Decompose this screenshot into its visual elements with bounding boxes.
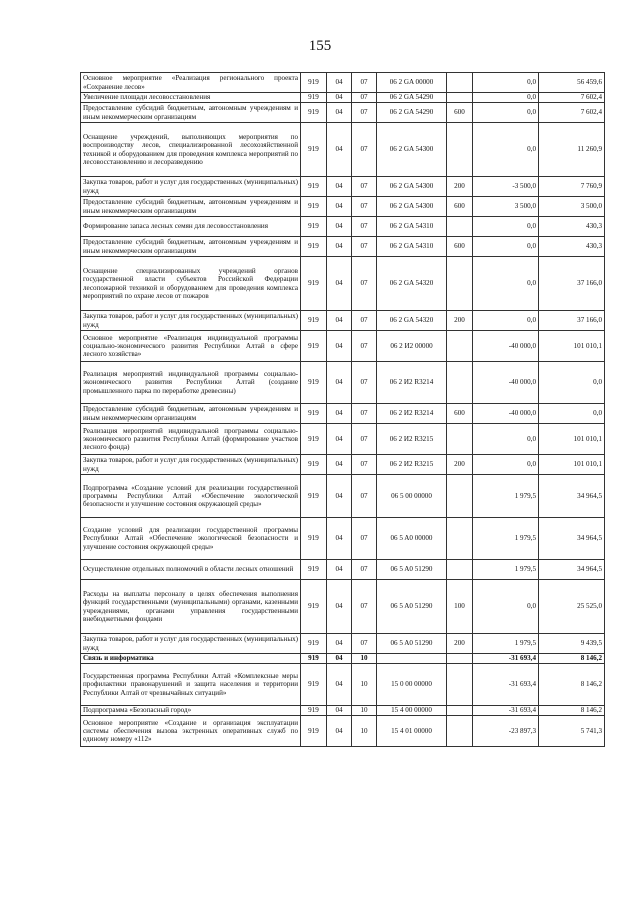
table-row (81, 580, 605, 634)
section-code-cell: 04 (327, 217, 352, 237)
expense-type-cell (447, 362, 473, 404)
expense-name-cell: Оснащение учреждений, выполняющих мероприятия по воспроизводству лесов, специализированной лесохозяйственной техникой и оборудованием для проведения комплекса мероприятий по лесовосстановлению и лесоразведению (81, 123, 301, 177)
target-article-cell: 06 2 GA 54290 (377, 93, 447, 103)
section-code-cell: 04 (327, 424, 352, 455)
expense-name-cell: Подпрограмма «Создание условий для реализации государственной программы Республики Алтай «Обеспечение экологической безопасности и улучшение состояния окружающей среды» (81, 475, 301, 518)
change-amount-cell: 3 500,0 (473, 197, 539, 217)
table-row (81, 103, 605, 123)
subsection-code-cell: 07 (352, 404, 377, 424)
change-amount-cell: -31 693,4 (473, 654, 539, 664)
expense-name-cell: Расходы на выплаты персоналу в целях обеспечения выполнения функций государственными (муниципальными) органами, казенными учреждениями, органами управления государственными внебюджетными фондами (81, 580, 301, 634)
expense-type-cell (447, 257, 473, 311)
expense-type-cell (447, 664, 473, 706)
table-body (81, 73, 605, 747)
target-article-cell: 06 5 A0 51290 (377, 560, 447, 580)
admin-code-cell: 919 (301, 518, 327, 560)
total-amount-cell: 9 439,5 (539, 634, 605, 654)
admin-code-cell: 919 (301, 580, 327, 634)
expense-type-cell (447, 518, 473, 560)
target-article-cell: 06 2 GA 54320 (377, 257, 447, 311)
target-article-cell: 06 5 A0 51290 (377, 634, 447, 654)
table-row (81, 716, 605, 747)
table-row (81, 362, 605, 404)
expense-name-cell: Основное мероприятие «Создание и организация эксплуатации системы обеспечения вызова экстренных оперативных служб по единому номеру «112» (81, 716, 301, 747)
admin-code-cell: 919 (301, 197, 327, 217)
target-article-cell: 06 2 GA 54310 (377, 217, 447, 237)
change-amount-cell: 0,0 (473, 455, 539, 475)
expense-name-cell: Реализация мероприятий индивидуальной программы социально-экономического развития Республики Алтай (создание промышленного парка по переработке древесины) (81, 362, 301, 404)
change-amount-cell: 0,0 (473, 123, 539, 177)
expense-name-cell: Предоставление субсидий бюджетным, автономным учреждениям и иным некоммерческим организациям (81, 404, 301, 424)
target-article-cell: 06 5 00 00000 (377, 475, 447, 518)
change-amount-cell: -31 693,4 (473, 706, 539, 716)
total-amount-cell: 7 602,4 (539, 93, 605, 103)
subsection-code-cell: 10 (352, 654, 377, 664)
expense-type-cell (447, 73, 473, 93)
subsection-code-cell: 07 (352, 217, 377, 237)
expense-type-cell (447, 654, 473, 664)
expense-name-cell: Формирование запаса лесных семян для лесовосстановления (81, 217, 301, 237)
total-amount-cell: 5 741,3 (539, 716, 605, 747)
admin-code-cell: 919 (301, 217, 327, 237)
expense-type-cell (447, 123, 473, 177)
expense-type-cell: 600 (447, 404, 473, 424)
expense-name-cell: Закупка товаров, работ и услуг для государственных (муниципальных) нужд (81, 634, 301, 654)
subsection-code-cell: 07 (352, 73, 377, 93)
table-row (81, 237, 605, 257)
table-row (81, 424, 605, 455)
change-amount-cell: 0,0 (473, 580, 539, 634)
total-amount-cell: 101 010,1 (539, 424, 605, 455)
expense-type-cell (447, 424, 473, 455)
table-row (81, 518, 605, 560)
target-article-cell: 06 2 И2 R3214 (377, 362, 447, 404)
table-row (81, 560, 605, 580)
section-code-cell: 04 (327, 257, 352, 311)
expense-type-cell: 200 (447, 455, 473, 475)
table-row (81, 404, 605, 424)
section-code-cell: 04 (327, 634, 352, 654)
expense-name-cell: Основное мероприятие «Реализация регионального проекта «Сохранение лесов» (81, 73, 301, 93)
admin-code-cell: 919 (301, 257, 327, 311)
table-row (81, 706, 605, 716)
target-article-cell: 06 2 И2 R3215 (377, 424, 447, 455)
target-article-cell: 06 5 A0 51290 (377, 580, 447, 634)
total-amount-cell: 101 010,1 (539, 331, 605, 362)
expense-type-cell (447, 560, 473, 580)
subsection-code-cell: 07 (352, 311, 377, 331)
expense-name-cell: Оснащение специализированных учреждений органов государственной власти субъектов Российской Федерации лесопожарной техникой и оборудованием для проведения комплекса мероприятий по охране лесов от пожаров (81, 257, 301, 311)
table-row (81, 634, 605, 654)
total-amount-cell: 8 146,2 (539, 664, 605, 706)
expense-name-cell: Реализация мероприятий индивидуальной программы социально-экономического развития Республики Алтай (формирование участков лесного фонда) (81, 424, 301, 455)
target-article-cell: 06 2 И2 00000 (377, 331, 447, 362)
total-amount-cell: 8 146,2 (539, 654, 605, 664)
section-code-cell: 04 (327, 197, 352, 217)
admin-code-cell: 919 (301, 331, 327, 362)
table-row (81, 123, 605, 177)
total-amount-cell: 25 525,0 (539, 580, 605, 634)
admin-code-cell: 919 (301, 362, 327, 404)
subsection-code-cell: 07 (352, 518, 377, 560)
change-amount-cell: 0,0 (473, 424, 539, 455)
total-amount-cell: 37 166,0 (539, 311, 605, 331)
change-amount-cell: 0,0 (473, 257, 539, 311)
page-number: 155 (308, 38, 332, 54)
admin-code-cell: 919 (301, 560, 327, 580)
expense-name-cell: Предоставление субсидий бюджетным, автономным учреждениям и иным некоммерческим организациям (81, 237, 301, 257)
table-row (81, 73, 605, 93)
total-amount-cell: 430,3 (539, 237, 605, 257)
expense-name-cell: Увеличение площади лесовосстановления (81, 93, 301, 103)
subsection-code-cell: 07 (352, 123, 377, 177)
admin-code-cell: 919 (301, 123, 327, 177)
expense-type-cell: 200 (447, 177, 473, 197)
table-row (81, 475, 605, 518)
target-article-cell: 15 0 00 00000 (377, 664, 447, 706)
expense-name-cell: Предоставление субсидий бюджетным, автономным учреждениям и иным некоммерческим организациям (81, 197, 301, 217)
subsection-code-cell: 07 (352, 580, 377, 634)
target-article-cell: 15 4 01 00000 (377, 716, 447, 747)
expense-type-cell: 100 (447, 580, 473, 634)
table-row (81, 311, 605, 331)
section-code-cell: 04 (327, 560, 352, 580)
section-code-cell: 04 (327, 664, 352, 706)
table-row (81, 197, 605, 217)
expense-name-cell: Осуществление отдельных полномочий в области лесных отношений (81, 560, 301, 580)
expense-name-cell: Закупка товаров, работ и услуг для государственных (муниципальных) нужд (81, 311, 301, 331)
subsection-code-cell: 07 (352, 362, 377, 404)
target-article-cell: 06 2 GA 54290 (377, 103, 447, 123)
admin-code-cell: 919 (301, 634, 327, 654)
total-amount-cell: 3 500,0 (539, 197, 605, 217)
total-amount-cell: 7 760,9 (539, 177, 605, 197)
subsection-code-cell: 10 (352, 664, 377, 706)
target-article-cell (377, 654, 447, 664)
table-row (81, 664, 605, 706)
total-amount-cell: 0,0 (539, 362, 605, 404)
admin-code-cell: 919 (301, 237, 327, 257)
total-amount-cell: 430,3 (539, 217, 605, 237)
change-amount-cell: 1 979,5 (473, 475, 539, 518)
section-code-cell: 04 (327, 716, 352, 747)
admin-code-cell: 919 (301, 706, 327, 716)
section-code-cell: 04 (327, 362, 352, 404)
subsection-code-cell: 07 (352, 424, 377, 455)
subsection-code-cell: 07 (352, 103, 377, 123)
table-row (81, 455, 605, 475)
subsection-code-cell: 07 (352, 93, 377, 103)
section-code-cell: 04 (327, 331, 352, 362)
expense-type-cell (447, 93, 473, 103)
section-code-cell: 04 (327, 237, 352, 257)
subsection-code-cell: 07 (352, 455, 377, 475)
change-amount-cell: -40 000,0 (473, 362, 539, 404)
change-amount-cell: -3 500,0 (473, 177, 539, 197)
change-amount-cell: 0,0 (473, 217, 539, 237)
section-code-cell: 04 (327, 475, 352, 518)
target-article-cell: 06 2 GA 54310 (377, 237, 447, 257)
admin-code-cell: 919 (301, 73, 327, 93)
section-code-cell: 04 (327, 518, 352, 560)
section-code-cell: 04 (327, 706, 352, 716)
target-article-cell: 15 4 00 00000 (377, 706, 447, 716)
admin-code-cell: 919 (301, 716, 327, 747)
expense-type-cell (447, 217, 473, 237)
total-amount-cell: 0,0 (539, 404, 605, 424)
change-amount-cell: 1 979,5 (473, 518, 539, 560)
change-amount-cell: 0,0 (473, 311, 539, 331)
expense-name-cell: Подпрограмма «Безопасный город» (81, 706, 301, 716)
change-amount-cell: -23 897,3 (473, 716, 539, 747)
section-code-cell: 04 (327, 455, 352, 475)
change-amount-cell: -40 000,0 (473, 331, 539, 362)
total-amount-cell: 8 146,2 (539, 706, 605, 716)
admin-code-cell: 919 (301, 93, 327, 103)
change-amount-cell: -40 000,0 (473, 404, 539, 424)
table-row (81, 177, 605, 197)
expense-type-cell: 600 (447, 237, 473, 257)
subsection-code-cell: 07 (352, 475, 377, 518)
section-code-cell: 04 (327, 177, 352, 197)
section-code-cell: 04 (327, 580, 352, 634)
budget-table (80, 72, 605, 747)
subsection-code-cell: 07 (352, 257, 377, 311)
subsection-code-cell: 10 (352, 716, 377, 747)
total-amount-cell: 34 964,5 (539, 560, 605, 580)
expense-type-cell (447, 331, 473, 362)
total-amount-cell: 101 010,1 (539, 455, 605, 475)
admin-code-cell: 919 (301, 455, 327, 475)
table-row (81, 654, 605, 664)
target-article-cell: 06 2 GA 54320 (377, 311, 447, 331)
change-amount-cell: 0,0 (473, 93, 539, 103)
expense-name-cell: Закупка товаров, работ и услуг для государственных (муниципальных) нужд (81, 455, 301, 475)
section-code-cell: 04 (327, 103, 352, 123)
table-row (81, 93, 605, 103)
target-article-cell: 06 2 И2 R3215 (377, 455, 447, 475)
change-amount-cell: -31 693,4 (473, 664, 539, 706)
expense-type-cell (447, 475, 473, 518)
admin-code-cell: 919 (301, 654, 327, 664)
target-article-cell: 06 2 GA 54300 (377, 177, 447, 197)
expense-name-cell: Создание условий для реализации государственной программы Республики Алтай «Обеспечение экологической безопасности и улучшение состояния окружающей среды» (81, 518, 301, 560)
total-amount-cell: 11 260,9 (539, 123, 605, 177)
subsection-code-cell: 10 (352, 706, 377, 716)
subsection-code-cell: 07 (352, 237, 377, 257)
section-code-cell: 04 (327, 73, 352, 93)
total-amount-cell: 37 166,0 (539, 257, 605, 311)
change-amount-cell: 1 979,5 (473, 560, 539, 580)
total-amount-cell: 7 602,4 (539, 103, 605, 123)
target-article-cell: 06 2 GA 54300 (377, 123, 447, 177)
change-amount-cell: 0,0 (473, 237, 539, 257)
expense-type-cell (447, 706, 473, 716)
table-row (81, 331, 605, 362)
target-article-cell: 06 2 GA 00000 (377, 73, 447, 93)
total-amount-cell: 34 964,5 (539, 475, 605, 518)
admin-code-cell: 919 (301, 475, 327, 518)
section-code-cell: 04 (327, 93, 352, 103)
table-row (81, 217, 605, 237)
admin-code-cell: 919 (301, 311, 327, 331)
section-code-cell: 04 (327, 311, 352, 331)
subsection-code-cell: 07 (352, 177, 377, 197)
admin-code-cell: 919 (301, 103, 327, 123)
subsection-code-cell: 07 (352, 197, 377, 217)
subsection-code-cell: 07 (352, 331, 377, 362)
section-code-cell: 04 (327, 404, 352, 424)
expense-type-cell: 200 (447, 634, 473, 654)
subsection-code-cell: 07 (352, 560, 377, 580)
expense-type-cell (447, 716, 473, 747)
expense-name-cell: Закупка товаров, работ и услуг для государственных (муниципальных) нужд (81, 177, 301, 197)
section-code-cell: 04 (327, 654, 352, 664)
admin-code-cell: 919 (301, 177, 327, 197)
admin-code-cell: 919 (301, 664, 327, 706)
target-article-cell: 06 5 A0 00000 (377, 518, 447, 560)
section-code-cell: 04 (327, 123, 352, 177)
change-amount-cell: 0,0 (473, 73, 539, 93)
change-amount-cell: 1 979,5 (473, 634, 539, 654)
subsection-code-cell: 07 (352, 634, 377, 654)
expense-name-cell: Связь и информатика (81, 654, 301, 664)
expense-name-cell: Основное мероприятие «Реализация индивидуальной программы социально-экономического развития Республики Алтай в сфере лесного хозяйства» (81, 331, 301, 362)
expense-type-cell: 200 (447, 311, 473, 331)
target-article-cell: 06 2 И2 R3214 (377, 404, 447, 424)
table-row (81, 257, 605, 311)
admin-code-cell: 919 (301, 424, 327, 455)
expense-type-cell: 600 (447, 197, 473, 217)
change-amount-cell: 0,0 (473, 103, 539, 123)
expense-name-cell: Государственная программа Республики Алтай «Комплексные меры профилактики правонарушений и защита населения и территории Республики Алтай от чрезвычайных ситуаций» (81, 664, 301, 706)
expense-name-cell: Предоставление субсидий бюджетным, автономным учреждениям и иным некоммерческим организациям (81, 103, 301, 123)
total-amount-cell: 56 459,6 (539, 73, 605, 93)
total-amount-cell: 34 964,5 (539, 518, 605, 560)
expense-type-cell: 600 (447, 103, 473, 123)
target-article-cell: 06 2 GA 54300 (377, 197, 447, 217)
admin-code-cell: 919 (301, 404, 327, 424)
